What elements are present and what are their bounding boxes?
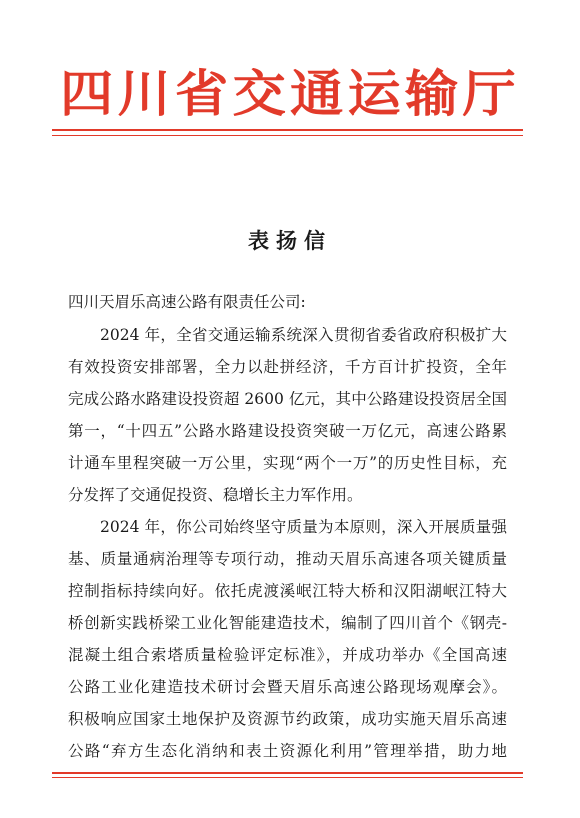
- paragraph-line: 控制指标持续向好。依托虎渡溪岷江特大桥和汉阳湖岷江特大: [68, 582, 507, 600]
- letterhead-org-name: 四川省交通运输厅: [60, 65, 520, 123]
- footer-divider-thin: [52, 777, 523, 778]
- paragraph-line: 积极响应国家土地保护及资源节约政策，成功实施天眉乐高速: [68, 710, 507, 728]
- paragraph-line: 有效投资安排部署，全力以赴拼经济，千方百计扩投资，全年: [68, 358, 507, 376]
- letterhead-divider-thin: [52, 135, 523, 136]
- document-title: 表扬信: [248, 228, 332, 253]
- recipient-line: 四川天眉乐高速公路有限责任公司:: [68, 293, 306, 311]
- paragraph-line: 2024 年，你公司始终坚守质量为本原则，深入开展质量强: [100, 518, 507, 536]
- paragraph-line: 混凝土组合索塔质量检验评定标准》，并成功举办《全国高速: [68, 646, 507, 664]
- paragraph-line: 计通车里程突破一万公里，实现“两个一万”的历史性目标，充: [68, 454, 507, 472]
- paragraph-line: 公路“弃方生态化消纳和表土资源化利用”管理举措，助力地: [68, 742, 507, 760]
- letterhead-divider-thick: [52, 129, 523, 131]
- paragraph-line: 分发挥了交通促投资、稳增长主力军作用。: [68, 486, 363, 504]
- footer-divider-thick: [52, 772, 523, 774]
- paragraph-line: 完成公路水路建设投资超 2600 亿元，其中公路建设投资居全国: [68, 390, 507, 408]
- paragraph-line: 第一，“十四五”公路水路建设投资突破一万亿元，高速公路累: [68, 422, 507, 440]
- paragraph-line: 2024 年，全省交通运输系统深入贯彻省委省政府积极扩大: [100, 326, 507, 344]
- paragraph-line: 基、质量通病治理等专项行动，推动天眉乐高速各项关键质量: [68, 550, 507, 568]
- paragraph-line: 公路工业化建造技术研讨会暨天眉乐高速公路现场观摩会》。: [68, 678, 507, 696]
- paragraph-line: 桥创新实践桥梁工业化智能建造技术，编制了四川首个《钢壳-: [68, 614, 507, 632]
